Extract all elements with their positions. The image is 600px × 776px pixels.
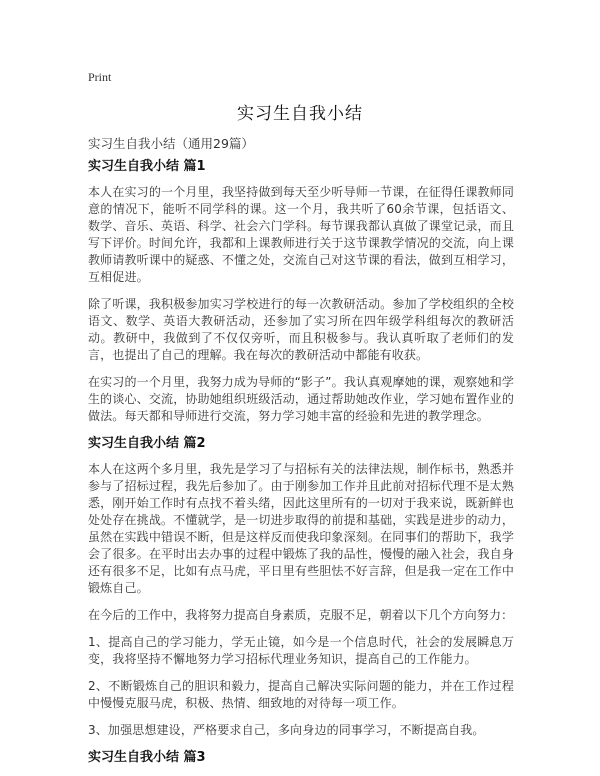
section-heading-1: 实习生自我小结 篇1 (88, 159, 206, 174)
paragraph: 本人在这两个多月里，我先是学习了与招标有关的法律法规，制作标书，熟悉并参与了招标过程，我先后参加了。由于刚参加工作并且此前对招标代理不是太熟悉，刚开始工作时有点找不着头绪，因此这里所有的一切对于我来说，既新鲜也处处存在挑战。不懂就学，是一切进步取得的前提和基础，实践是进步的动力，虽然在实践中错误不断，但是这样反而使我印象深刻。在同事们的帮助下，我学会了很多。在平时出去办事的过程中锻炼了我的品性，慢慢的融入社会，我自身还有很多不足，比如有点马虎，平日里有些胆怯不好言辞，但是我一定在工作中锻炼自己。 (88, 462, 514, 595)
paragraph: 在今后的工作中，我将努力提高自身素质，克服不足，朝着以下几个方向努力： (88, 608, 514, 622)
list-item: 1、提高自己的学习能力，学无止镜，如今是一个信息时代，社会的发展瞬息万变，我将坚持不懈地努力学习招标代理业务知识，提高自己的工作能力。 (88, 635, 514, 666)
paragraph: 本人在实习的一个月里，我坚持做到每天至少听导师一节课，在征得任课教师同意的情况下，能听不同学科的课。这一个月，我共听了60余节课，包括语文、数学、音乐、英语、科学、社会六门学科。每节课我都认真做了课堂记录，而且写下评价。时间允许，我都和上课教师进行关于这节课教学情况的交流，向上课教师请教听课中的疑惑、不懂之处，交流自己对这节课的看法，做到互相学习，互相促进。 (88, 185, 514, 284)
section-heading-2: 实习生自我小结 篇2 (88, 436, 206, 451)
paragraph: 在实习的一个月里，我努力成为导师的“影子”。我认真观摩她的课，观察她和学生的谈心、交流，协助她组织班级活动，通过帮助她改作业，学习她布置作业的做法。每天都和导师进行交流，努力学习她丰富的经验和先进的教学理念。 (88, 375, 514, 423)
document-body (88, 158, 514, 775)
section-heading-3: 实习生自我小结 篇3 (88, 750, 206, 765)
paragraph: 除了听课，我积极参加实习学校进行的每一次教研活动。参加了学校组织的全校语文、数学、英语大教研活动，还参加了实习所在四年级学科组每次的教研活动。教研中，我做到了不仅仅旁听，而且积极参与。我认真听取了老师们的发言，也提出了自己的理解。我在每次的教研活动中都能有收获。 (88, 297, 514, 362)
page-title: 实习生自我小结 (237, 104, 363, 124)
list-item: 2、不断锻炼自己的胆识和毅力，提高自己解决实际问题的能力，并在工作过程中慢慢克服马虎，积极、热情、细致地的对待每一项工作。 (88, 679, 514, 710)
print-link[interactable]: Print (88, 70, 112, 84)
list-item: 3、加强思想建设，严格要求自己，多向身边的同事学习，不断提高自我。 (88, 723, 485, 737)
document-subtitle: 实习生自我小结（通用29篇） (88, 136, 254, 151)
